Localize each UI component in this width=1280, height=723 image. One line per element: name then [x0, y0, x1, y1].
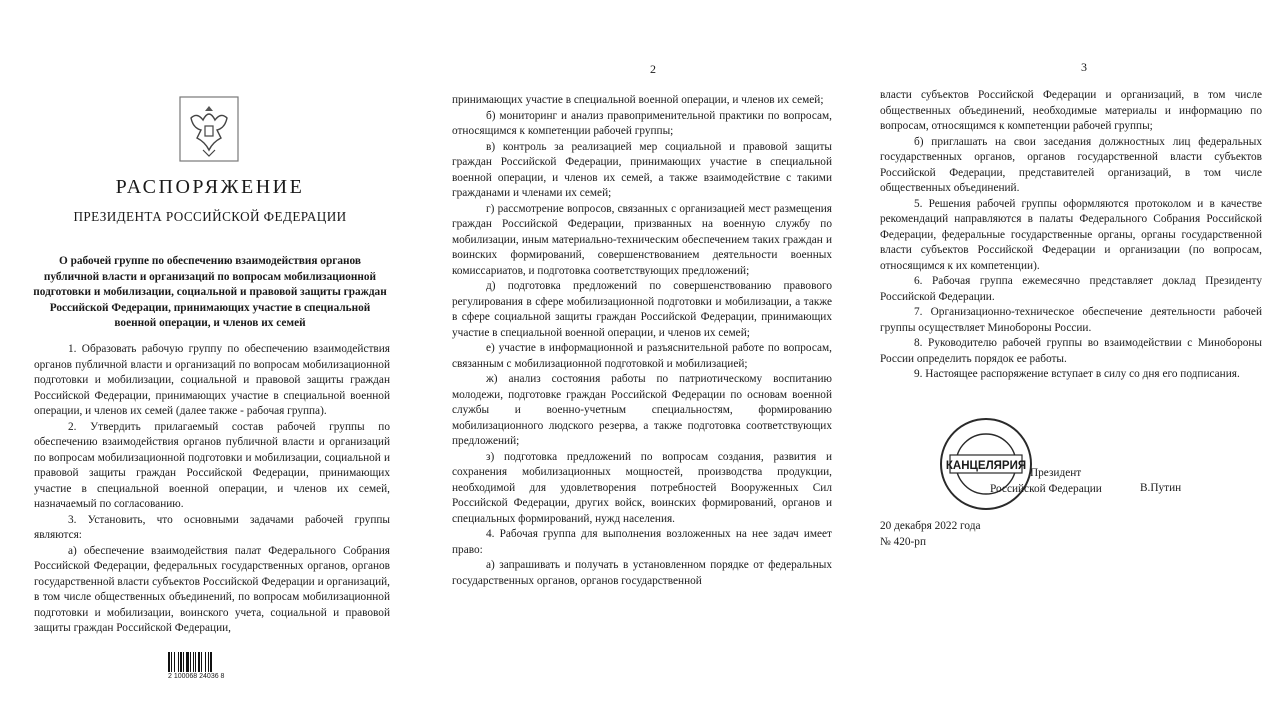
document-date: 20 декабря 2022 года [880, 520, 981, 532]
paragraph: 5. Решения рабочей группы оформляются протоколом и в качестве рекомендаций направляются в палаты Федерального Собрания Российской Федерации, федеральные государственные органы, органы государственной власти субъектов Российской Федерации и организации (по вопросам, относящимся к их компетенции). [880, 197, 1262, 272]
document-date-block [880, 519, 981, 550]
document-subtitle: ПРЕЗИДЕНТА РОССИЙСКОЙ ФЕДЕРАЦИИ [73, 209, 347, 224]
paragraph: 3. Установить, что основными задачами рабочей группы являются: [34, 513, 390, 541]
page-number: 3 [1081, 60, 1087, 74]
coat-of-arms-icon [179, 96, 239, 162]
seal-text: КАНЦЕЛЯРИЯ [945, 460, 1027, 472]
paragraph: власти субъектов Российской Федерации и организаций, в том числе общественных объединений, необходимые материалы и информацию по вопросам, относящимся к компетенции рабочей группы; [880, 89, 1262, 132]
barcode-bars [168, 650, 238, 672]
barcode [168, 650, 238, 681]
paragraph: б) приглашать на свои заседания должностных лиц федеральных государственных органов, органов государственной власти субъектов Российской Федерации, представителей организаций, в том числе общественных объединений. [880, 135, 1262, 194]
paragraph: а) запрашивать и получать в установленном порядке от федеральных государственных органов, органов государственной [452, 559, 832, 587]
office-seal-icon [938, 416, 1034, 512]
barcode-bar [212, 652, 213, 672]
paragraph: е) участие в информационной и разъяснительной работе по вопросам, связанным с мобилизационной подготовкой и мобилизацией; [452, 342, 832, 370]
paragraph: 1. Образовать рабочую группу по обеспечению взаимодействия органов публичной власти и организаций по вопросам мобилизационной подготовки и мобилизации, социальной и правовой защиты граждан Российской Федерации, принимающих участие в специальной военной операции, и членов их семей (далее также - рабочая группа). [34, 343, 390, 417]
page-3-body [880, 88, 1262, 383]
paragraph: 2. Утвердить прилагаемый состав рабочей группы по обеспечению взаимодействия органов публичной власти и организаций по вопросам мобилизационной подготовки и мобилизации, социальной и правовой защиты граждан Российской Федерации, принимающих участие в специальной военной операции, и членов их семей, назначаемый по согласованию. [34, 420, 390, 510]
signature-country: Российской Федерации [990, 482, 1102, 495]
signature-position: Президент [1030, 467, 1082, 479]
barcode-number: 2 100068 24036 8 [168, 673, 225, 680]
signer-name: В.Путин [1140, 482, 1182, 494]
paragraph: 9. Настоящее распоряжение вступает в силу со дня его подписания. [914, 368, 1240, 380]
paragraph: а) обеспечение взаимодействия палат Федерального Собрания Российской Федерации, федеральных государственных органов, органов государственной власти субъектов Российской Федерации и организаций, в том числе общественных объединений, по вопросам мобилизационной подготовки и мобилизации, воинского учета, социальной и правовой защиты граждан Российской Федерации, [34, 544, 390, 634]
paragraph: б) мониторинг и анализ правоприменительной практики по вопросам, относящимся к компетенции рабочей группы; [452, 109, 832, 137]
document-number: № 420-рп [880, 535, 927, 548]
signature-block [990, 466, 1270, 497]
document-title: РАСПОРЯЖЕНИЕ [115, 176, 305, 198]
paragraph: принимающих участие в специальной военной операции, и членов их семей; [452, 94, 824, 106]
paragraph: ж) анализ состояния работы по патриотическому воспитанию молодежи, подготовке граждан Российской Федерации по основам военной службы и военно-учетным специальностям, формированию мобилизационного людского резерва, а также подготовка соответствующих предложений; [452, 373, 832, 447]
page-2-body [452, 93, 832, 589]
paragraph: 4. Рабочая группа для выполнения возложенных на нее задач имеет право: [452, 528, 832, 556]
paragraph: 7. Организационно-техническое обеспечение деятельности рабочей группы осуществляет Минобороны России. [880, 306, 1262, 334]
paragraph: 6. Рабочая группа ежемесячно представляет доклад Президенту Российской Федерации. [880, 275, 1262, 303]
paragraph: в) контроль за реализацией мер социальной и правовой защиты граждан Российской Федерации, принимающих участие в специальной военной операции, и членов их семей, а также взаимодействие с такими гражданами и членами их семей; [452, 140, 832, 199]
paragraph: д) подготовка предложений по совершенствованию правового регулирования в сфере мобилизационной подготовки и мобилизации, а также в сфере социальной защиты граждан Российской Федерации, принимающих участие в специальной военной операции, и членов их семей; [452, 280, 832, 339]
paragraph: г) рассмотрение вопросов, связанных с организацией мест размещения граждан Российской Федерации, призванных на военную службу по мобилизации, иным материально-техническим обеспечением таких граждан и воинских формирований, совершенствованием деятельности военных комиссариатов, и подготовка соответствующих предложений; [452, 202, 832, 277]
page-1-body [34, 342, 390, 637]
paragraph: з) подготовка предложений по вопросам создания, развития и сохранения мобилизационных мощностей, производства продукции, необходимой для удовлетворения потребностей Вооруженных Сил Российской Федерации, других войск, воинских формирований, органов и специальных формирований, нужд населения. [452, 450, 832, 525]
page-number: 2 [650, 62, 656, 76]
paragraph: 8. Руководителю рабочей группы во взаимодействии с Минобороны России определить порядок ее работы. [880, 337, 1262, 365]
document-subject: О рабочей группе по обеспечению взаимодействия органов публичной власти и организаций по вопросам мобилизационной подготовки и мобилизации, социальной и правовой защиты граждан Российской Федерации, принимающих участие в специальной военной операции, и членов их семей [33, 255, 387, 329]
